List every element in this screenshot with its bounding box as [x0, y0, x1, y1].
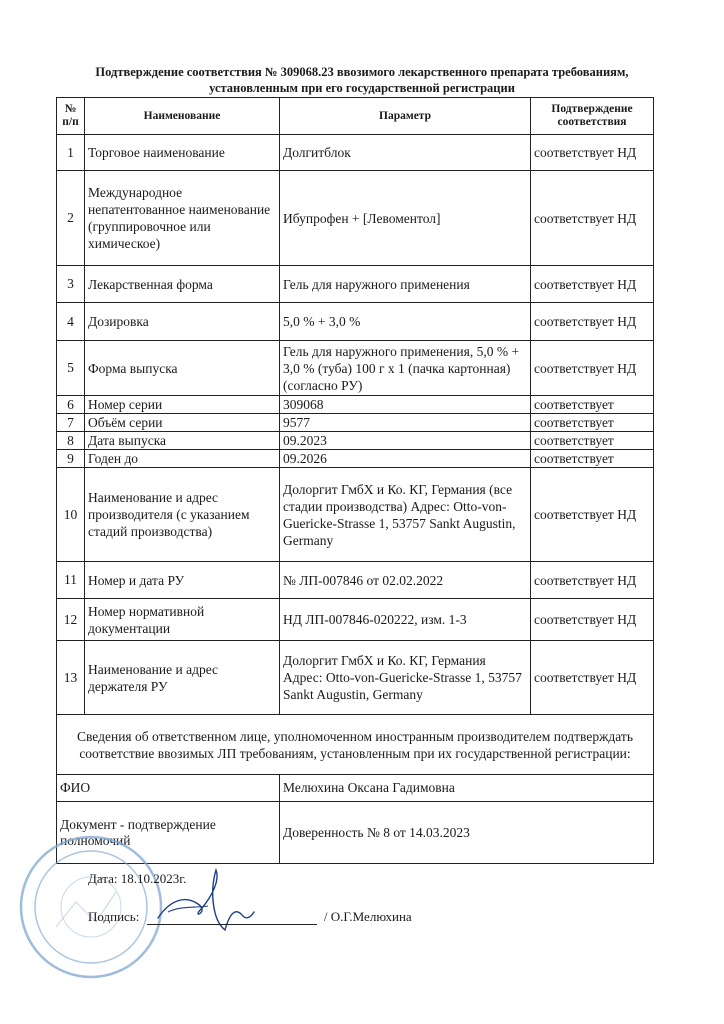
row-name: Годен до	[85, 450, 280, 468]
row-param: Гель для наружного применения, 5,0 % + 3,0 % (туба) 100 г х 1 (пачка картонная) (согласно РУ)	[280, 341, 531, 396]
stamp-seal	[16, 832, 166, 982]
document-title	[40, 64, 684, 96]
row-name: Лекарственная форма	[85, 266, 280, 303]
row-param: Долоргит ГмбХ и Ко. КГ, Германия Адрес: Otto-von-Guericke-Strasse 1, 53757 Sankt Augustin, Germany	[280, 641, 531, 715]
table-row	[57, 432, 654, 450]
table-row	[57, 135, 654, 171]
fio-value: Мелюхина Оксана Гадимовна	[280, 775, 654, 802]
signature-label: Подпись:	[88, 909, 140, 924]
row-conf: соответствует НД	[531, 468, 654, 562]
table-row	[57, 341, 654, 396]
row-conf: соответствует НД	[531, 641, 654, 715]
table-row	[57, 562, 654, 599]
row-name: Наименование и адрес держателя РУ	[85, 641, 280, 715]
signatory-name: О.Г.Мелюхина	[330, 909, 412, 924]
row-param: Долгитблок	[280, 135, 531, 171]
row-conf: соответствует НД	[531, 562, 654, 599]
row-conf: соответствует НД	[531, 599, 654, 641]
row-num: 7	[57, 414, 85, 432]
row-conf: соответствует	[531, 450, 654, 468]
title-line-2: установленным при его государственной регистрации	[209, 81, 515, 95]
row-conf: соответствует НД	[531, 266, 654, 303]
row-num: 10	[57, 468, 85, 562]
row-param: Гель для наружного применения	[280, 266, 531, 303]
row-num: 13	[57, 641, 85, 715]
date-value: 18.10.2023г.	[120, 871, 187, 886]
fio-row	[57, 775, 654, 802]
table-header-row	[57, 98, 654, 135]
row-name: Международное непатентованное наименование (группировочное или химическое)	[85, 171, 280, 266]
table-row	[57, 450, 654, 468]
row-conf: соответствует НД	[531, 135, 654, 171]
row-num: 9	[57, 450, 85, 468]
authority-doc-value: Доверенность № 8 от 14.03.2023	[280, 802, 654, 864]
row-name: Торговое наименование	[85, 135, 280, 171]
row-param: № ЛП-007846 от 02.02.2022	[280, 562, 531, 599]
table-row	[57, 641, 654, 715]
header-conf: Подтверждение соответствия	[531, 98, 654, 135]
row-param: 09.2023	[280, 432, 531, 450]
title-line-1: Подтверждение соответствия № 309068.23 ввозимого лекарственного препарата требованиям,	[95, 65, 629, 79]
date-label: Дата:	[88, 871, 118, 886]
row-num: 5	[57, 341, 85, 396]
row-conf: соответствует НД	[531, 303, 654, 341]
date-line	[88, 871, 186, 887]
row-num: 11	[57, 562, 85, 599]
fio-label: ФИО	[57, 775, 280, 802]
row-param: 09.2026	[280, 450, 531, 468]
header-num: № п/п	[57, 98, 85, 135]
row-num: 3	[57, 266, 85, 303]
row-param: 5,0 % + 3,0 %	[280, 303, 531, 341]
row-num: 12	[57, 599, 85, 641]
header-name: Наименование	[85, 98, 280, 135]
table-row	[57, 171, 654, 266]
row-name: Дозировка	[85, 303, 280, 341]
row-conf: соответствует НД	[531, 171, 654, 266]
table-row	[57, 414, 654, 432]
row-conf: соответствует	[531, 396, 654, 414]
table-row	[57, 396, 654, 414]
signature-separator: /	[323, 909, 328, 924]
signature-line	[88, 909, 488, 925]
row-conf: соответствует	[531, 432, 654, 450]
row-param: 9577	[280, 414, 531, 432]
row-param: Долоргит ГмбХ и Ко. КГ, Германия (все стадии производства) Адрес: Otto-von-Guericke-Strasse 1, 53757 Sankt Augustin, Germany	[280, 468, 531, 562]
table-row	[57, 599, 654, 641]
row-name: Форма выпуска	[85, 341, 280, 396]
row-name: Номер серии	[85, 396, 280, 414]
authority-doc-label: Документ - подтверждение полномочий	[57, 802, 280, 864]
row-num: 8	[57, 432, 85, 450]
responsible-info: Сведения об ответственном лице, уполномоченном иностранным производителем подтверждать соответствие ввозимых ЛП требованиям, установленным при их государственной регистрации:	[57, 715, 654, 775]
row-conf: соответствует	[531, 414, 654, 432]
row-name: Номер и дата РУ	[85, 562, 280, 599]
row-name: Наименование и адрес производителя (с указанием стадий производства)	[85, 468, 280, 562]
row-param: Ибупрофен + [Левоментол]	[280, 171, 531, 266]
row-param: НД ЛП-007846-020222, изм. 1-3	[280, 599, 531, 641]
row-num: 6	[57, 396, 85, 414]
row-num: 1	[57, 135, 85, 171]
row-num: 2	[57, 171, 85, 266]
table-row	[57, 303, 654, 341]
table-row	[57, 468, 654, 562]
signature-underline	[147, 911, 317, 925]
row-num: 4	[57, 303, 85, 341]
responsible-info-row	[57, 715, 654, 775]
row-name: Номер нормативной документации	[85, 599, 280, 641]
conformity-table	[56, 97, 654, 864]
table-row	[57, 266, 654, 303]
row-name: Объём серии	[85, 414, 280, 432]
row-param: 309068	[280, 396, 531, 414]
header-param: Параметр	[280, 98, 531, 135]
row-name: Дата выпуска	[85, 432, 280, 450]
row-conf: соответствует НД	[531, 341, 654, 396]
